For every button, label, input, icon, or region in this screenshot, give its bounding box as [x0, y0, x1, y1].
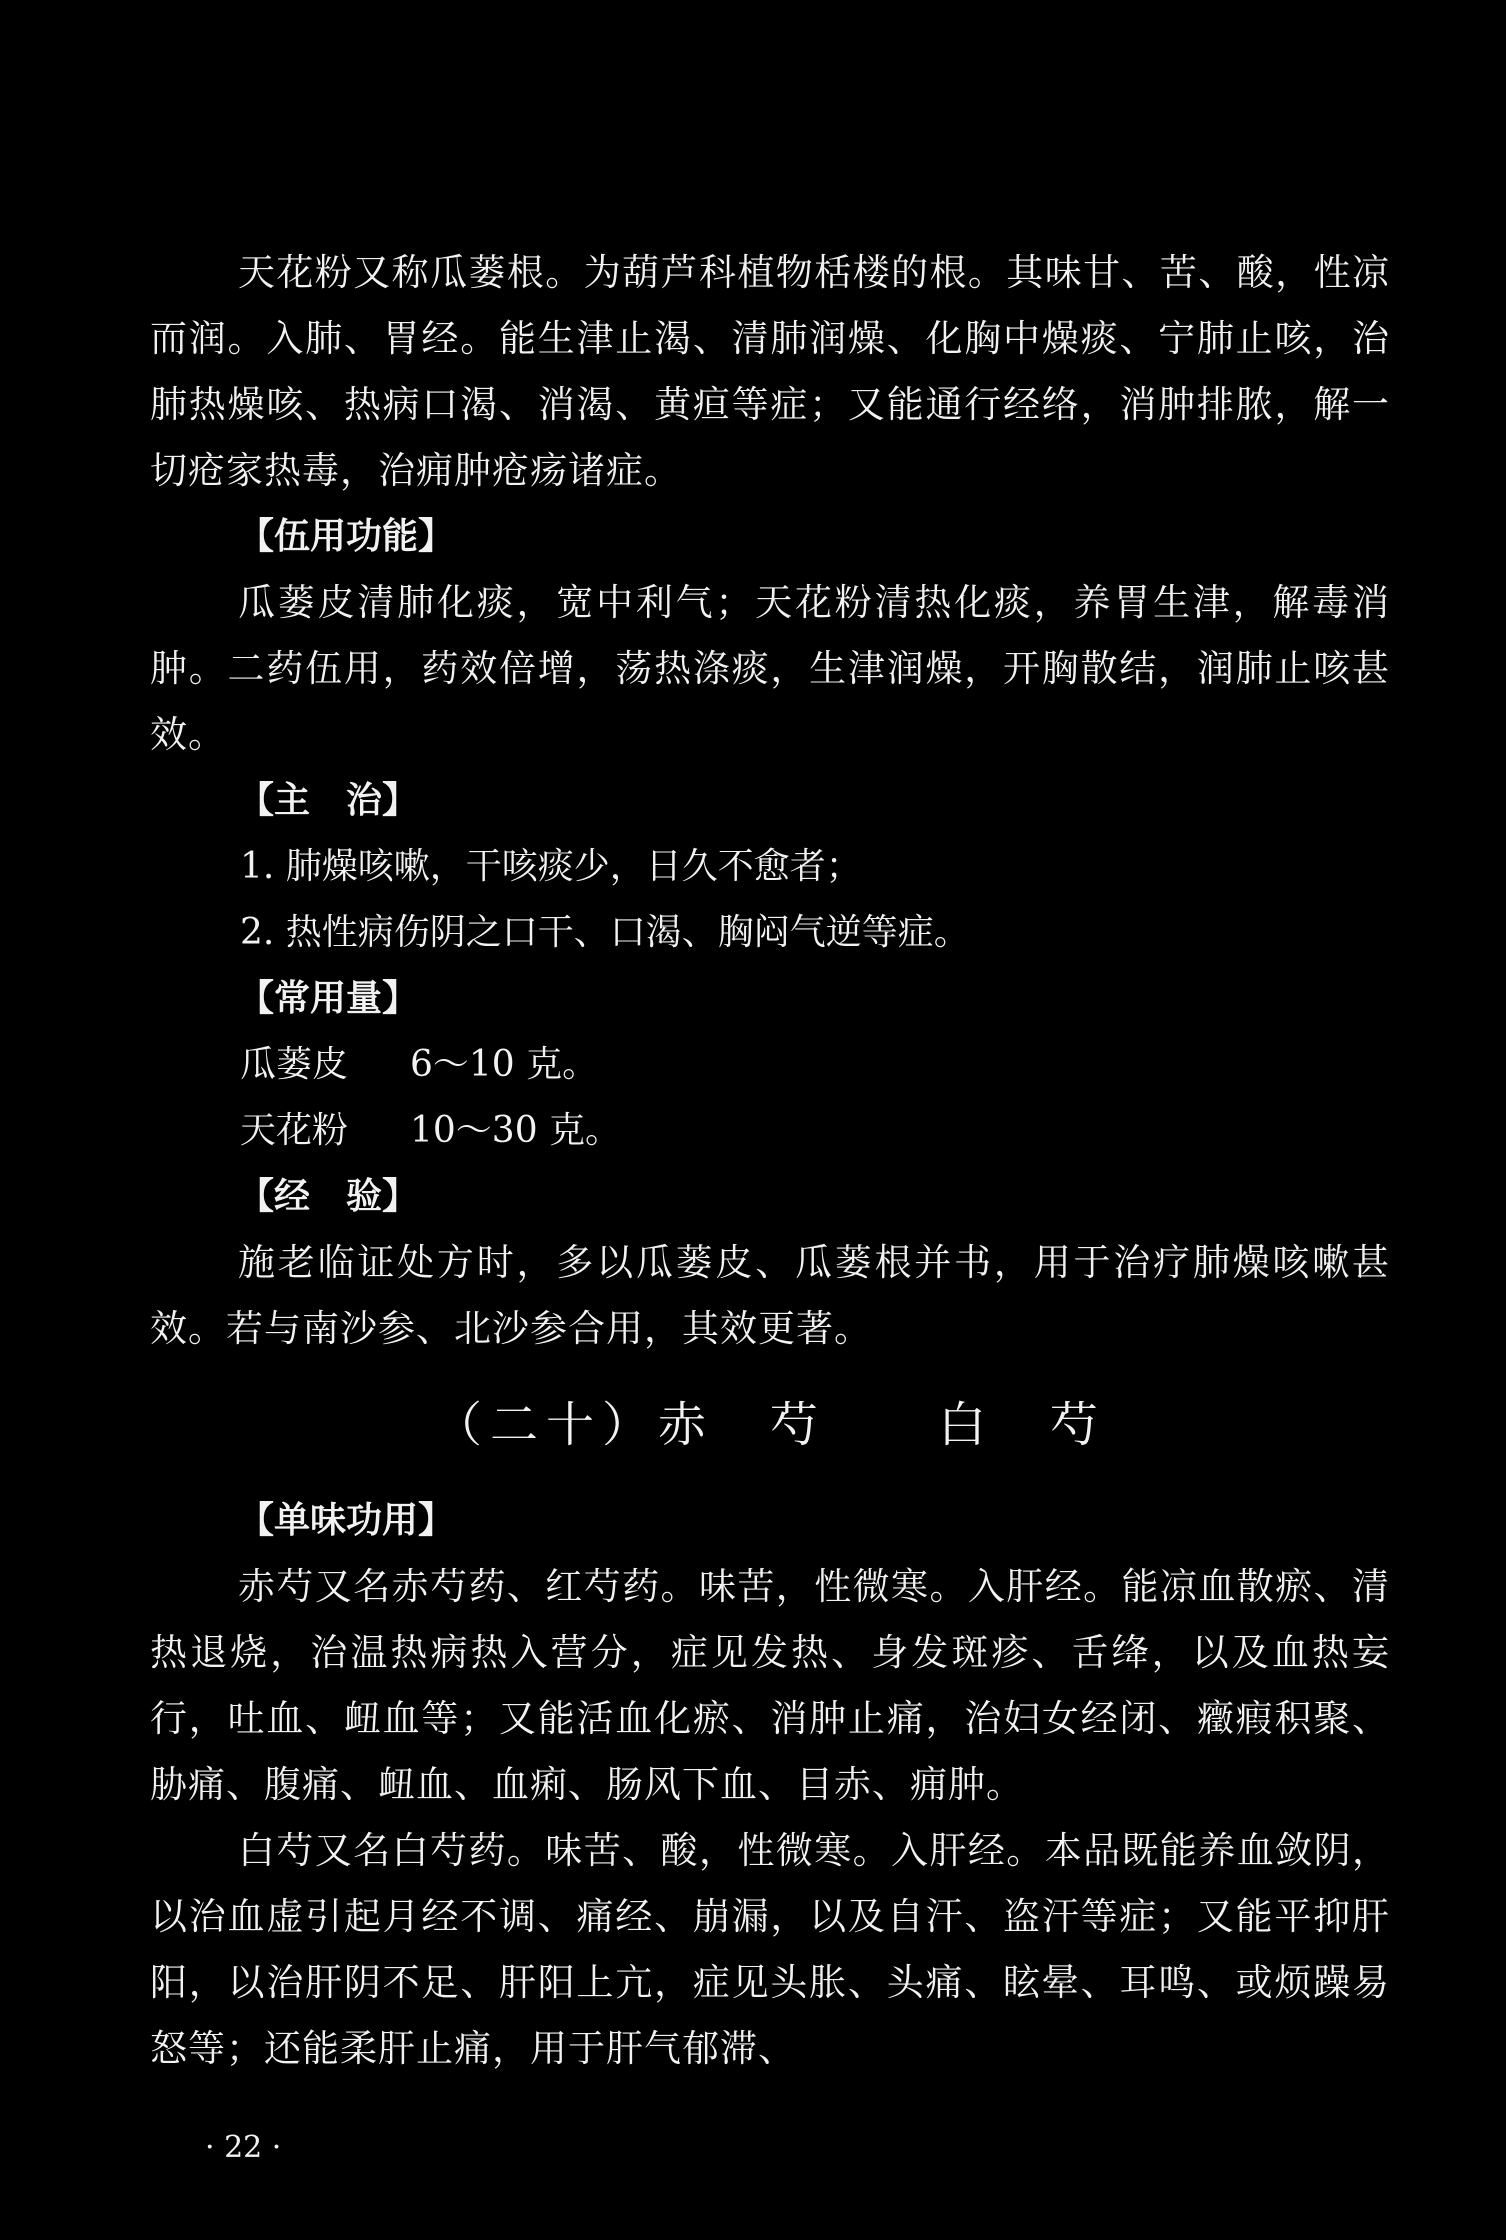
- section-heading: 【单味功用】: [238, 1500, 455, 1541]
- page-body: [150, 240, 1390, 2082]
- section-heading: 【经 验】: [238, 1176, 419, 1217]
- paragraph: 赤芍又名赤芍药、红芍药。味苦，性微寒。入肝经。能凉血散瘀、清热退烧，治温热病热入营分，症见发热、身发斑疹、舌绛，以及血热妄行，吐血、衄血等；又能活血化瘀、消肿止痛，治妇女经闭、癥瘕积聚、胁痛、腹痛、衄血、血痢、肠风下血、目赤、痈肿。: [150, 1565, 1390, 1806]
- paragraph: 施老临证处方时，多以瓜蒌皮、瓜蒌根并书，用于治疗肺燥咳嗽甚效。若与南沙参、北沙参合用，其效更著。: [150, 1241, 1390, 1350]
- dosage-herb: 瓜蒌皮: [240, 1044, 349, 1085]
- page-number: · 22 ·: [205, 2130, 282, 2165]
- dosage-row: [150, 1032, 1390, 1098]
- dosage-row: [150, 1098, 1390, 1164]
- list-item: 1. 肺燥咳嗽，干咳痰少，日久不愈者；: [240, 846, 862, 887]
- paragraph: 白芍又名白芍药。味苦、酸，性微寒。入肝经。本品既能养血敛阴，以治血虚引起月经不调、痛经、崩漏，以及自汗、盗汗等症；又能平抑肝阳，以治肝阴不足、肝阳上亢，症见头胀、头痛、眩晕、耳鸣、或烦躁易怒等；还能柔肝止痛，用于肝气郁滞、: [150, 1829, 1390, 2070]
- section-heading: 【常用量】: [238, 978, 419, 1019]
- section-heading: 【伍用功能】: [238, 516, 455, 557]
- dosage-herb: 天花粉: [240, 1110, 349, 1151]
- dosage-amount: 10～30 克。: [410, 1110, 622, 1151]
- paragraph: 天花粉又称瓜蒌根。为葫芦科植物栝楼的根。其味甘、苦、酸，性凉而润。入肺、胃经。能生津止渴、清肺润燥、化胸中燥痰、宁肺止咳，治肺热燥咳、热病口渴、消渴、黄疸等症；又能通行经络，消肿排脓，解一切疮家热毒，治痈肿疮疡诸症。: [150, 251, 1390, 492]
- dosage-amount: 6～10 克。: [410, 1044, 599, 1085]
- chapter-title: （二十）赤 芍 白 芍: [433, 1397, 1106, 1453]
- section-heading: 【主 治】: [238, 780, 419, 821]
- list-item: 2. 热性病伤阴之口干、口渴、胸闷气逆等症。: [240, 912, 970, 953]
- paragraph: 瓜蒌皮清肺化痰，宽中利气；天花粉清热化痰，养胃生津，解毒消肿。二药伍用，药效倍增，荡热涤痰，生津润燥，开胸散结，润肺止咳甚效。: [150, 581, 1390, 756]
